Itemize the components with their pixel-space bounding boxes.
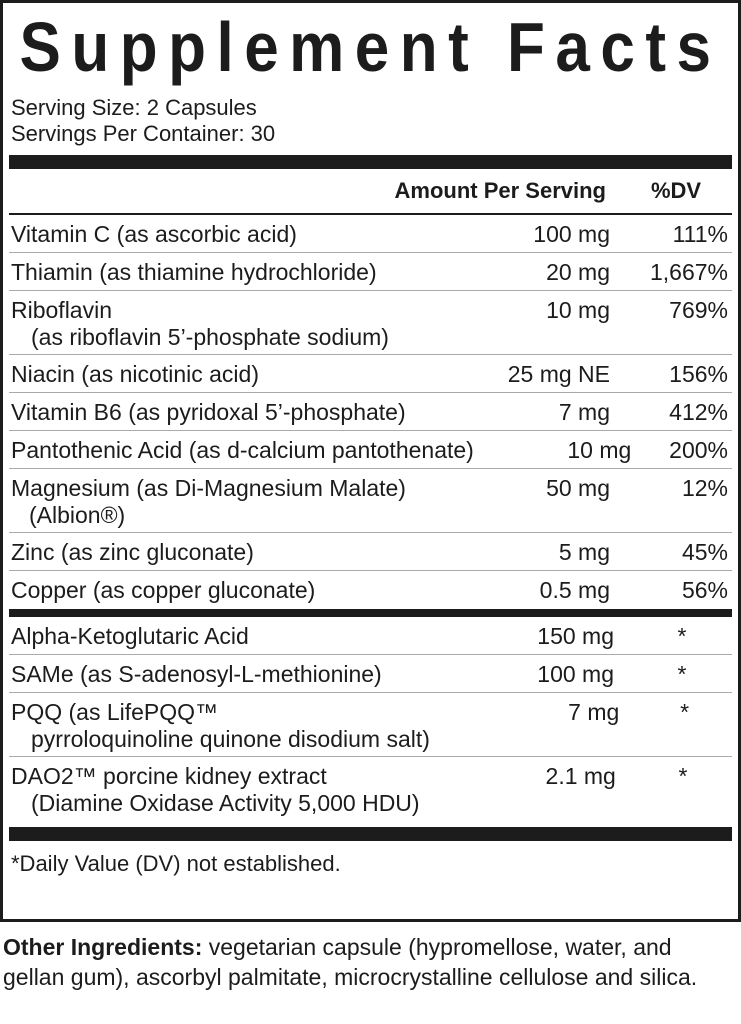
nutrient-row xyxy=(9,533,732,571)
nutrient-row xyxy=(9,291,732,355)
nutrient-dv: 412% xyxy=(669,399,728,425)
ingredient-source: (Diamine Oxidase Activity 5,000 HDU) xyxy=(31,790,420,816)
nutrient-name: Pantothenic Acid (as d-calcium pantothenate) xyxy=(11,437,474,463)
nutrient-row xyxy=(9,431,732,469)
ingredient-name: Alpha-Ketoglutaric Acid xyxy=(11,623,249,649)
divider-thick-top xyxy=(9,155,732,169)
nutrient-dv: 12% xyxy=(681,475,728,501)
panel-title: Supplement Facts xyxy=(19,9,722,87)
divider-medium xyxy=(9,609,732,617)
nutrient-dv: 156% xyxy=(669,361,728,387)
nutrient-name: Riboflavin (as riboflavin 5’-phosphate sodium) xyxy=(9,297,410,351)
nutrient-name: Vitamin B6 (as pyridoxal 5’-phosphate) xyxy=(11,399,406,425)
nutrient-list xyxy=(9,215,732,609)
ingredient-amount: 150 mg xyxy=(537,623,614,649)
nutrient-amount: 25 mg NE xyxy=(507,361,610,387)
nutrient-source: (Albion®) xyxy=(29,502,126,528)
other-ingredients-label: Other Ingredients: xyxy=(3,934,203,960)
ingredient-name: SAMe (as S-adenosyl-L-methionine) xyxy=(11,661,382,687)
serving-size: Serving Size: 2 Capsules xyxy=(11,95,257,120)
ingredient-amount: 2.1 mg xyxy=(545,763,616,789)
ingredient-dv: * xyxy=(677,661,687,687)
nutrient-dv: 45% xyxy=(681,539,728,565)
nutrient-name: Niacin (as nicotinic acid) xyxy=(11,361,259,387)
nutrient-dv: 200% xyxy=(669,437,728,463)
ingredient-source: pyrroloquinoline quinone disodium salt) xyxy=(31,726,430,752)
nutrient-amount: 10 mg xyxy=(567,437,632,463)
ingredient-row xyxy=(9,655,732,693)
nutrient-source: (as riboflavin 5’-phosphate sodium) xyxy=(31,324,389,350)
nutrient-row xyxy=(9,355,732,393)
ingredient-name: DAO2™ porcine kidney extract (Diamine Oxidase Activity 5,000 HDU) xyxy=(11,763,420,816)
ingredient-dv: * xyxy=(678,763,688,789)
nutrient-name: Thiamin (as thiamine hydrochloride) xyxy=(11,259,377,285)
other-ingredient-list xyxy=(9,617,732,821)
amount-per-serving-header: Amount Per Serving xyxy=(394,178,606,203)
nutrient-name: Copper (as copper gluconate) xyxy=(11,577,316,603)
nutrient-row xyxy=(9,393,732,431)
ingredient-dv: * xyxy=(677,623,687,649)
ingredient-row xyxy=(9,757,732,821)
nutrient-row xyxy=(9,571,732,609)
nutrient-name: Zinc (as zinc gluconate) xyxy=(11,539,254,565)
nutrient-dv: 769% xyxy=(669,297,728,323)
nutrient-dv: 56% xyxy=(681,577,728,603)
ingredient-amount: 7 mg xyxy=(568,699,620,725)
nutrient-amount: 0.5 mg xyxy=(539,577,610,603)
divider-thick-bottom xyxy=(9,827,732,841)
dv-header: %DV xyxy=(650,178,702,203)
nutrient-name: Vitamin C (as ascorbic acid) xyxy=(11,221,297,247)
other-ingredients xyxy=(0,932,738,992)
nutrient-row xyxy=(9,469,732,533)
ingredient-name: PQQ (as LifePQQ™ pyrroloquinoline quinone disodium salt) xyxy=(11,699,430,752)
ingredient-dv: * xyxy=(680,699,690,725)
ingredient-amount: 100 mg xyxy=(537,661,614,687)
nutrient-dv: 1,667% xyxy=(649,259,728,285)
nutrient-amount: 10 mg xyxy=(546,297,610,323)
nutrient-amount: 50 mg xyxy=(546,475,610,501)
ingredient-row xyxy=(9,693,732,757)
nutrient-amount: 5 mg xyxy=(558,539,610,565)
nutrient-row xyxy=(9,253,732,291)
ingredient-row xyxy=(9,617,732,655)
nutrient-row xyxy=(9,215,732,253)
servings-per-container: Servings Per Container: 30 xyxy=(11,121,276,146)
nutrient-amount: 100 mg xyxy=(533,221,610,247)
nutrient-amount: 7 mg xyxy=(558,399,610,425)
other-ingredients-text: vegetarian capsule (hypromellose, water, and gellan gum), ascorbyl palmitate, microcrystalline cellulose and silica. xyxy=(3,934,698,990)
column-header-row xyxy=(9,169,732,215)
nutrient-amount: 20 mg xyxy=(546,259,610,285)
nutrient-dv: 111% xyxy=(672,221,728,247)
nutrient-name: Magnesium (as Di-Magnesium Malate) (Albion®) xyxy=(9,475,410,529)
dv-footnote: *Daily Value (DV) not established. xyxy=(11,851,341,876)
